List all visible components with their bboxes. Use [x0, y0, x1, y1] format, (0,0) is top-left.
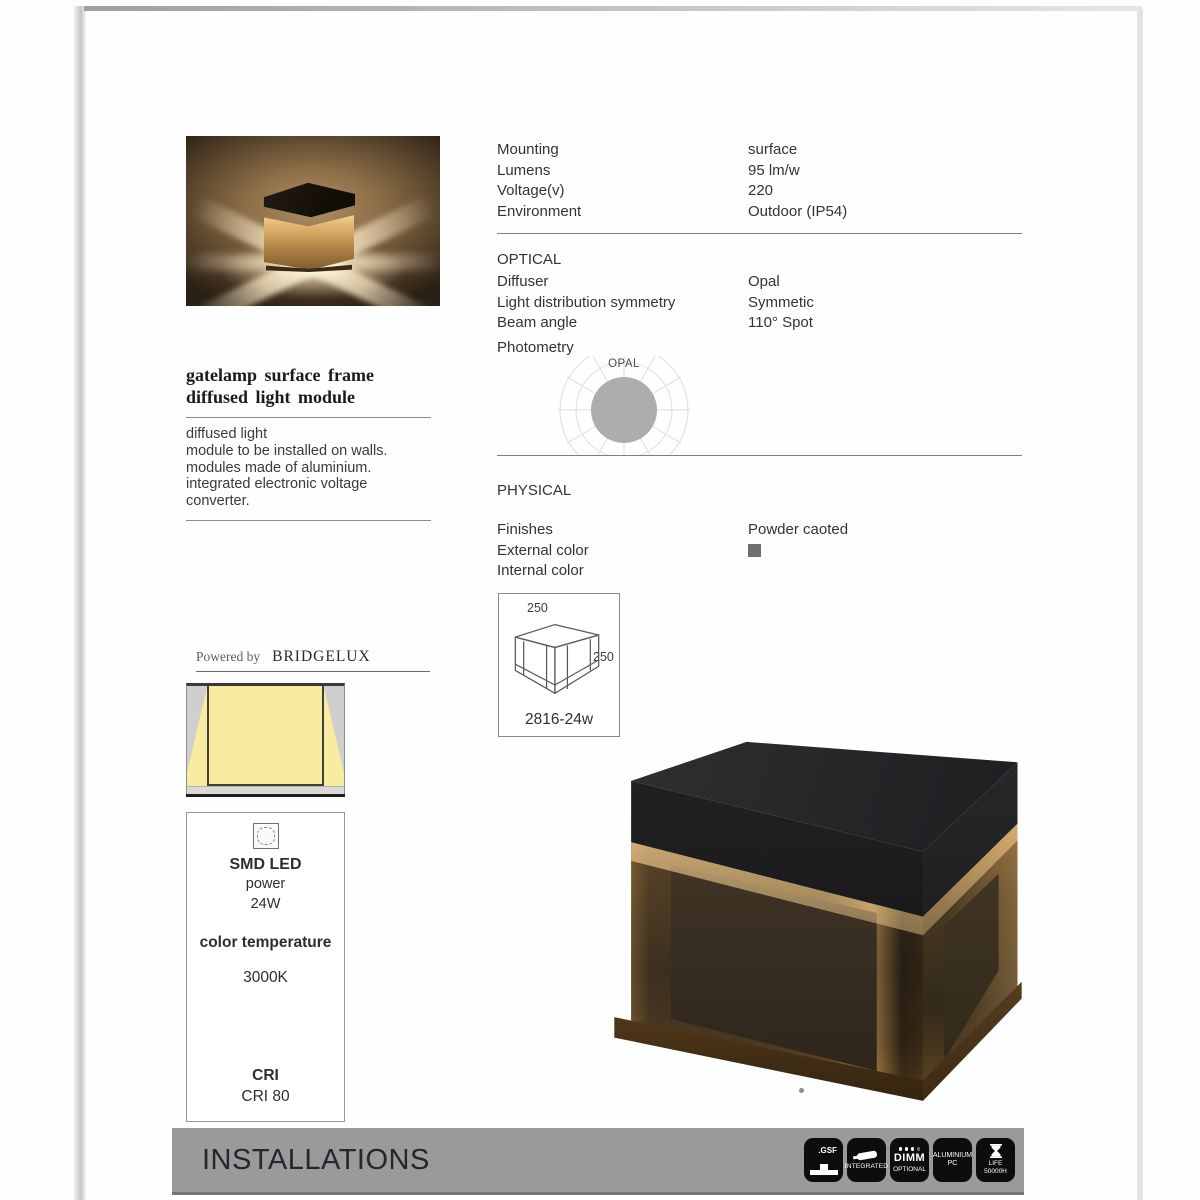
spec-label: Environment: [497, 202, 582, 220]
spec-value: 95 lm/w: [748, 161, 800, 179]
description-line: modules made of aluminium.: [186, 459, 372, 476]
description-line: module to be installed on walls.: [186, 442, 388, 459]
spec-value: 220: [748, 182, 774, 199]
physical-specs-table: [497, 520, 848, 582]
color-temp-label: color temperature: [199, 934, 332, 951]
material-line2: PC: [947, 1160, 958, 1167]
dimension-height: 250: [593, 650, 614, 664]
spec-label: Diffuser: [497, 273, 549, 290]
spec-value: Symmetic: [748, 293, 814, 311]
life-label: LIFE: [988, 1160, 1003, 1167]
brand-name: BRIDGELUX: [272, 648, 371, 665]
badge-dimmable: [890, 1138, 929, 1182]
spec-label: Mounting: [497, 141, 559, 158]
led-type: SMD LED: [229, 856, 302, 873]
driver-icon: [856, 1150, 877, 1160]
spec-label: Finishes: [497, 521, 553, 538]
material-line1: ALUMINIUM: [932, 1151, 973, 1159]
cri-value: CRI 80: [241, 1088, 290, 1105]
photo-lamp-cap: [262, 182, 356, 222]
badge-lifetime: [976, 1138, 1015, 1182]
section-title-physical: PHYSICAL: [497, 482, 572, 499]
polar-grid-chart: [556, 356, 692, 456]
dimension-drawing: [498, 593, 620, 737]
table-row: [497, 272, 814, 293]
spec-label: Lumens: [497, 161, 551, 179]
spec-label: Light distribution symmetry: [497, 293, 676, 311]
section-title-optical: OPTICAL: [497, 251, 562, 268]
photo-lamp-glow-body: [264, 214, 354, 270]
life-hours: 50000H: [984, 1168, 1007, 1175]
spec-label: Internal color: [497, 562, 584, 579]
table-row: [497, 181, 847, 202]
page-edge-left: [74, 6, 86, 1200]
badge-material: [933, 1138, 972, 1182]
description-line: diffused light: [186, 426, 268, 442]
diagram-label: OPAL: [608, 358, 640, 370]
table-row: [497, 161, 847, 182]
photometry-diagram: [556, 356, 692, 456]
integrated-label: INTEGRATED: [844, 1162, 889, 1170]
dim-level-dots-icon: [899, 1147, 921, 1151]
photometry-label: Photometry: [497, 339, 574, 356]
beam-diagram-area: [186, 683, 345, 786]
color-temp-value: 3000K: [243, 969, 288, 986]
beam-diagram: [186, 683, 345, 797]
spec-value: Powder caoted: [748, 521, 849, 538]
model-number: 2816-24w: [524, 711, 594, 728]
badge-gsf-surface-mount: [804, 1138, 843, 1182]
gsf-label: .GSF: [818, 1146, 837, 1155]
powered-by: [196, 648, 371, 666]
powered-by-label: Powered by: [196, 649, 261, 664]
product-title-line1: gatelamp surface frame: [186, 365, 374, 385]
spec-label: Voltage(v): [497, 182, 565, 199]
table-row: [497, 561, 848, 582]
surface-mount-icon: [810, 1164, 838, 1175]
product-photo: [186, 136, 440, 306]
fixture-outline: [207, 683, 323, 786]
installations-bar: [172, 1128, 1024, 1195]
product-title-line2: diffused light module: [186, 387, 356, 407]
base-screw: [799, 1088, 804, 1093]
product-title: [186, 364, 374, 408]
led-chip-icon: [253, 823, 279, 849]
table-row: [497, 202, 847, 223]
product-description: [186, 426, 388, 510]
cube-line-drawing: [507, 614, 607, 706]
divider: [497, 455, 1022, 456]
page-edge-right: [1137, 9, 1143, 1200]
power-value: 24W: [250, 896, 281, 912]
table-row: [497, 313, 814, 334]
dimm-optional-label: OPTIONAL: [893, 1165, 926, 1173]
description-line: converter.: [186, 493, 250, 510]
led-spec-box: [186, 812, 345, 1122]
table-row: [497, 520, 848, 541]
external-color-swatch: [748, 544, 761, 557]
general-specs-table: [497, 140, 847, 222]
hourglass-icon: [990, 1144, 1002, 1158]
spec-label: External color: [497, 541, 589, 559]
feature-badges: [804, 1138, 1015, 1182]
dimm-label: DIMM: [893, 1151, 926, 1164]
mounting-surface-strip: [186, 786, 345, 794]
table-row: [497, 140, 847, 161]
badge-integrated-driver: [844, 1138, 889, 1182]
spec-value: surface: [748, 141, 798, 158]
table-row: [497, 293, 814, 314]
divider: [196, 671, 430, 672]
installations-title: INSTALLATIONS: [202, 1143, 430, 1176]
spec-value: Outdoor (IP54): [748, 202, 848, 220]
divider: [186, 520, 431, 521]
spec-value: 110° Spot: [748, 314, 813, 331]
table-row: [497, 541, 848, 562]
power-label: power: [245, 876, 286, 892]
product-render-large: [608, 740, 1028, 1112]
divider: [186, 417, 431, 418]
page-edge-top: [84, 6, 1142, 11]
spec-label: Beam angle: [497, 314, 578, 331]
description-line: integrated electronic voltage: [186, 476, 368, 493]
divider: [497, 233, 1022, 234]
optical-specs-table: [497, 272, 814, 334]
dimension-width: 250: [527, 601, 548, 615]
spec-value: Opal: [748, 273, 780, 290]
cri-label: CRI: [252, 1067, 279, 1084]
mounting-surface-line: [186, 794, 345, 797]
led-die-icon: [257, 827, 275, 845]
